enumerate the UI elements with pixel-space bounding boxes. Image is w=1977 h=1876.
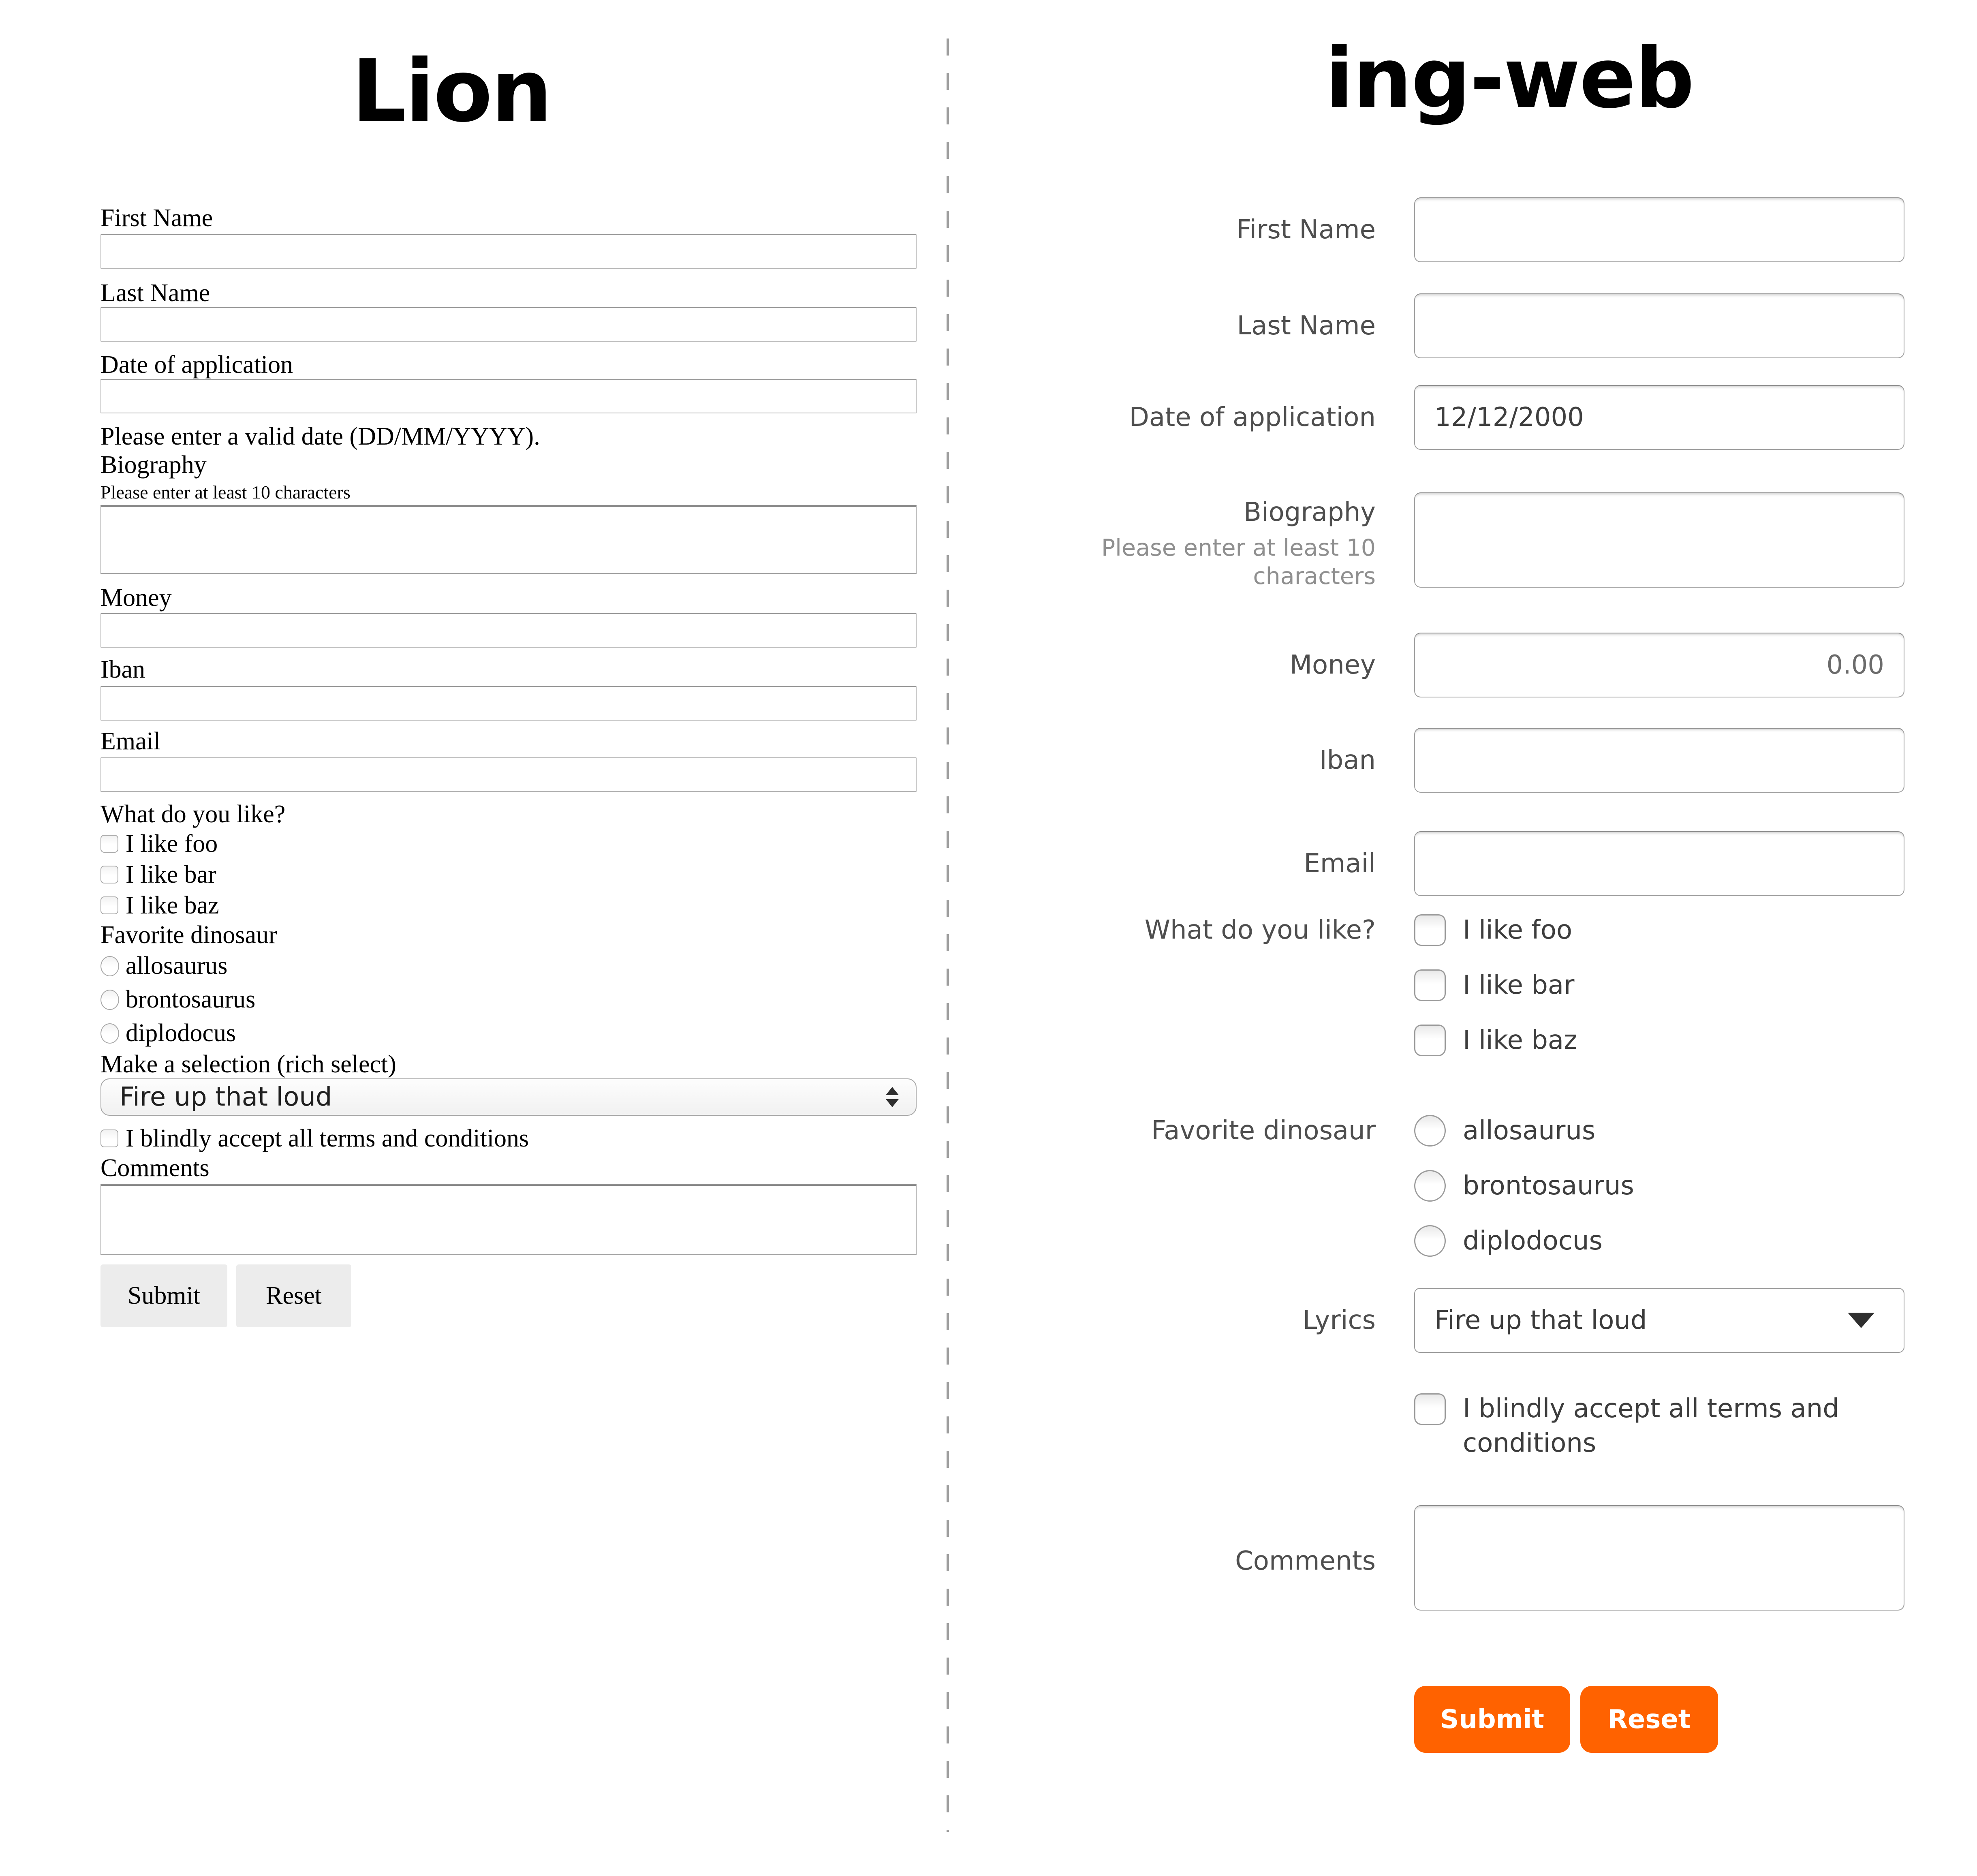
like-foo-label: I like foo	[1463, 915, 1573, 945]
checkbox-icon[interactable]	[1414, 1393, 1446, 1425]
dinosaur-group-label: Favorite dinosaur	[100, 921, 277, 949]
likes-row	[989, 914, 1977, 1056]
email-input[interactable]	[100, 757, 917, 792]
first-name-label: First Name	[1236, 215, 1376, 245]
lion-form	[100, 0, 917, 1327]
radio-icon[interactable]	[1414, 1225, 1446, 1257]
biography-textarea[interactable]	[100, 505, 917, 574]
like-baz-option[interactable]	[1414, 1025, 1904, 1056]
like-bar-label: I like bar	[1463, 970, 1575, 1000]
diplodocus-label: diplodocus	[126, 1019, 236, 1047]
diplodocus-option[interactable]	[1414, 1225, 1904, 1257]
brontosaurus-label: brontosaurus	[1463, 1171, 1634, 1201]
comments-textarea[interactable]	[1414, 1505, 1904, 1611]
allosaurus-label: allosaurus	[126, 952, 228, 980]
biography-label: Biography	[1243, 497, 1376, 527]
lyrics-select-value: Fire up that loud	[1434, 1305, 1647, 1335]
like-baz-label: I like baz	[1463, 1025, 1577, 1055]
checkbox-icon[interactable]	[100, 1129, 118, 1147]
last-name-row	[989, 293, 1977, 358]
checkbox-icon[interactable]	[1414, 1025, 1446, 1056]
money-input[interactable]	[100, 613, 917, 648]
date-validation-note: Please enter a valid date (DD/MM/YYYY).	[100, 423, 540, 450]
radio-icon[interactable]	[1414, 1170, 1446, 1202]
ing-web-title: ing-web	[1325, 30, 1694, 127]
last-name-input[interactable]	[1414, 293, 1904, 358]
biography-note: Please enter at least 10 characters	[100, 482, 351, 503]
lyrics-label: Lyrics	[1302, 1305, 1376, 1335]
lion-form-actions	[100, 1264, 917, 1327]
last-name-input[interactable]	[100, 307, 917, 342]
comments-row	[989, 1505, 1977, 1617]
like-bar-option[interactable]	[100, 859, 917, 890]
iban-input[interactable]	[1414, 728, 1904, 793]
submit-button[interactable]: Submit	[1414, 1686, 1570, 1753]
date-label: Date of application	[1129, 402, 1376, 432]
ing-web-form-actions	[1414, 1686, 1977, 1753]
comments-label: Comments	[100, 1154, 209, 1182]
first-name-input[interactable]	[100, 234, 917, 269]
accept-terms-option[interactable]	[100, 1123, 917, 1154]
checkbox-icon[interactable]	[1414, 969, 1446, 1001]
allosaurus-label: allosaurus	[1463, 1116, 1596, 1146]
lion-title: Lion	[351, 41, 551, 141]
likes-group-label: What do you like?	[100, 800, 286, 828]
radio-icon[interactable]	[100, 990, 119, 1010]
date-row	[989, 385, 1977, 450]
email-input[interactable]	[1414, 831, 1904, 896]
like-bar-option[interactable]	[1414, 969, 1904, 1001]
email-label: Email	[100, 727, 161, 755]
like-baz-label: I like baz	[126, 891, 219, 919]
email-label: Email	[1304, 849, 1376, 879]
like-baz-option[interactable]	[100, 890, 917, 921]
comments-label: Comments	[1235, 1546, 1376, 1576]
money-row	[989, 633, 1977, 697]
first-name-row	[989, 197, 1977, 262]
checkbox-icon[interactable]	[100, 866, 118, 883]
radio-icon[interactable]	[1414, 1115, 1446, 1147]
brontosaurus-label: brontosaurus	[126, 986, 256, 1013]
chevron-down-icon	[1848, 1313, 1874, 1328]
submit-button[interactable]: Submit	[100, 1264, 227, 1327]
last-name-label: Last Name	[1237, 311, 1376, 341]
accept-terms-label: I blindly accept all terms and conditions	[126, 1124, 529, 1152]
money-input[interactable]	[1414, 633, 1904, 697]
date-label: Date of application	[100, 351, 293, 379]
radio-icon[interactable]	[100, 1023, 119, 1044]
checkbox-icon[interactable]	[1414, 914, 1446, 946]
diplodocus-label: diplodocus	[1463, 1226, 1603, 1256]
email-row	[989, 831, 1977, 896]
allosaurus-option[interactable]	[100, 949, 917, 983]
column-divider	[947, 39, 949, 1832]
iban-label: Iban	[1319, 745, 1376, 775]
rich-select-label: Make a selection (rich select)	[100, 1050, 396, 1078]
reset-button[interactable]: Reset	[1580, 1686, 1718, 1753]
brontosaurus-option[interactable]	[100, 983, 917, 1016]
accept-terms-label: I blindly accept all terms and conditions	[1463, 1394, 1839, 1458]
dinosaur-group-label: Favorite dinosaur	[1151, 1116, 1376, 1146]
radio-icon[interactable]	[100, 956, 119, 976]
first-name-label: First Name	[100, 204, 213, 232]
likes-group-label: What do you like?	[1144, 915, 1376, 945]
date-input[interactable]	[100, 379, 917, 413]
dinosaur-row	[989, 1115, 1977, 1257]
biography-row	[989, 492, 1977, 594]
like-foo-label: I like foo	[126, 830, 218, 858]
money-label: Money	[100, 584, 172, 612]
biography-textarea[interactable]	[1414, 492, 1904, 588]
first-name-input[interactable]	[1414, 197, 1904, 262]
brontosaurus-option[interactable]	[1414, 1170, 1904, 1202]
last-name-label: Last Name	[100, 279, 210, 307]
date-input[interactable]	[1414, 385, 1904, 450]
checkbox-icon[interactable]	[100, 835, 118, 853]
accept-terms-row	[989, 1393, 1977, 1461]
iban-label: Iban	[100, 656, 145, 683]
rich-select[interactable]	[100, 1078, 917, 1116]
allosaurus-option[interactable]	[1414, 1115, 1904, 1147]
biography-helper: Please enter at least 10 characters	[1101, 534, 1376, 590]
comments-textarea[interactable]	[100, 1184, 917, 1255]
ing-web-form	[989, 0, 1977, 1753]
like-bar-label: I like bar	[126, 860, 216, 888]
diplodocus-option[interactable]	[100, 1016, 917, 1050]
checkbox-icon[interactable]	[100, 896, 118, 914]
select-spinner-icon	[886, 1087, 899, 1107]
like-foo-option[interactable]	[1414, 914, 1904, 946]
arrow-down-icon	[886, 1099, 899, 1107]
biography-label: Biography	[100, 451, 207, 479]
lyrics-select[interactable]	[1414, 1288, 1904, 1353]
lyrics-row	[989, 1288, 1977, 1353]
arrow-up-icon	[886, 1087, 899, 1095]
iban-row	[989, 728, 1977, 793]
money-label: Money	[1289, 650, 1376, 680]
like-foo-option[interactable]	[100, 828, 917, 859]
iban-input[interactable]	[100, 686, 917, 721]
reset-button[interactable]: Reset	[236, 1264, 351, 1327]
rich-select-value: Fire up that loud	[120, 1082, 332, 1112]
